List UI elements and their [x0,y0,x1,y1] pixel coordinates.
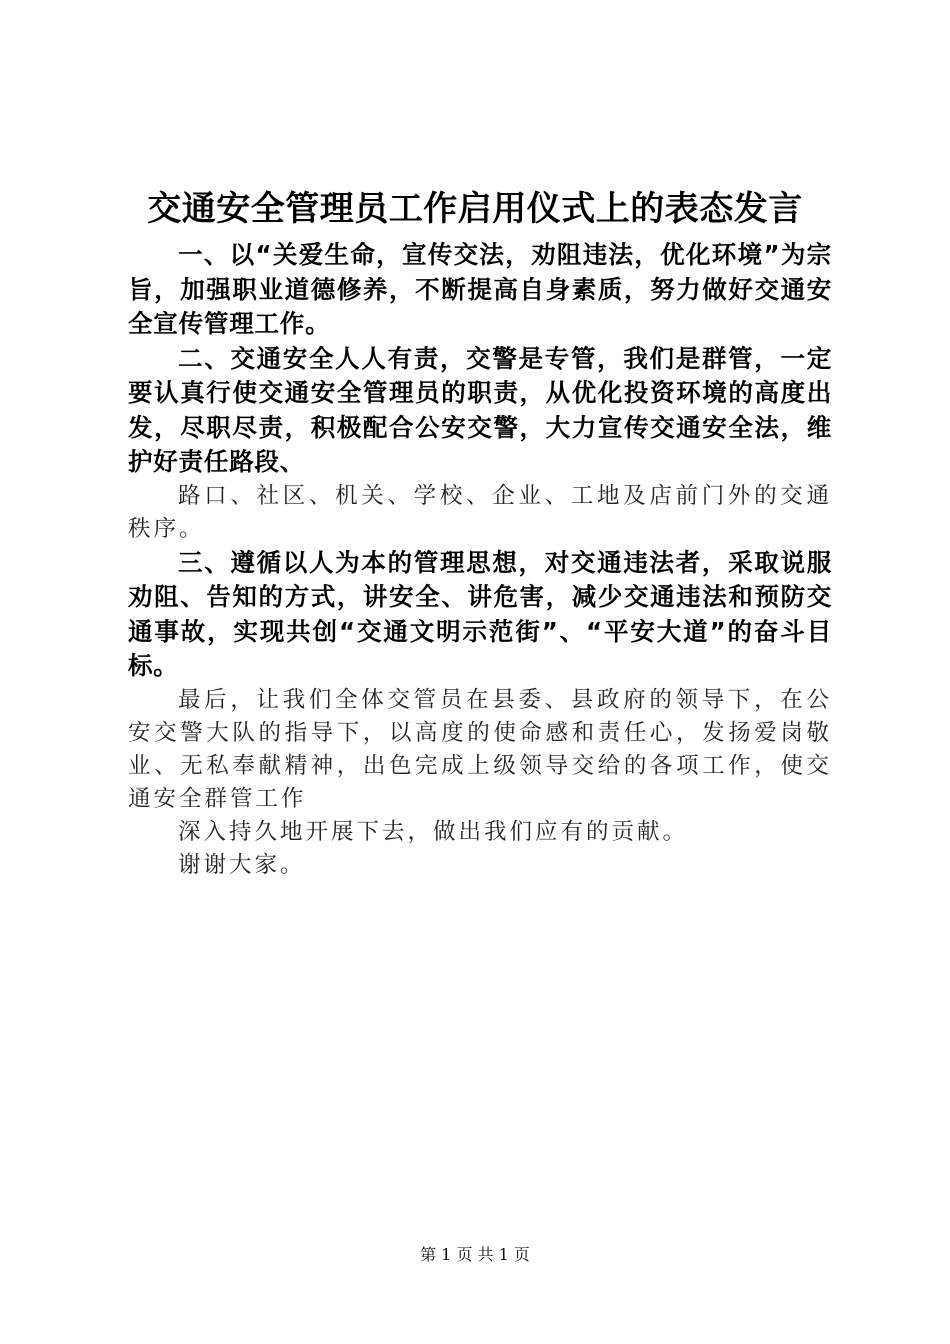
document-title: 交通安全管理员工作启用仪式上的表态发言 [147,189,803,229]
paragraph-6: 深入持久地开展下去，做出我们应有的贡献。 [178,818,689,845]
paragraph-7: 谢谢大家。 [178,851,306,878]
paragraph-1: 一、以“关爱生命，宣传交法，劝阻违法，优化环境”为宗旨，加强职业道德修养，不断提高自身素质，努力做好交通安全宣传管理工作。 [128,240,832,338]
paragraph-2: 二、交通安全人人有责，交警是专管，我们是群管，一定要认真行使交通安全管理员的职责，从优化投资环境的高度出发，尽职尽责，积极配合公安交警，大力宣传交通安全法，维护好责任路段、 [128,343,832,476]
paragraph-5: 最后，让我们全体交管员在县委、县政府的领导下，在公安交警大队的指导下，以高度的使命感和责任心，发扬爱岗敬业、无私奉献精神，出色完成上级领导交给的各项工作，使交通安全群管工作 [128,686,832,812]
page-number-footer: 第 1 页 共 1 页 [420,1245,530,1264]
paragraph-3: 路口、社区、机关、学校、企业、工地及店前门外的交通秩序。 [128,482,832,542]
paragraph-4: 三、遵循以人为本的管理思想，对交通违法者，采取说服劝阻、告知的方式，讲安全、讲危害，减少交通违法和预防交通事故，实现共创“交通文明示范街”、“平安大道”的奋斗目标。 [128,547,832,680]
document-body [128,238,832,882]
